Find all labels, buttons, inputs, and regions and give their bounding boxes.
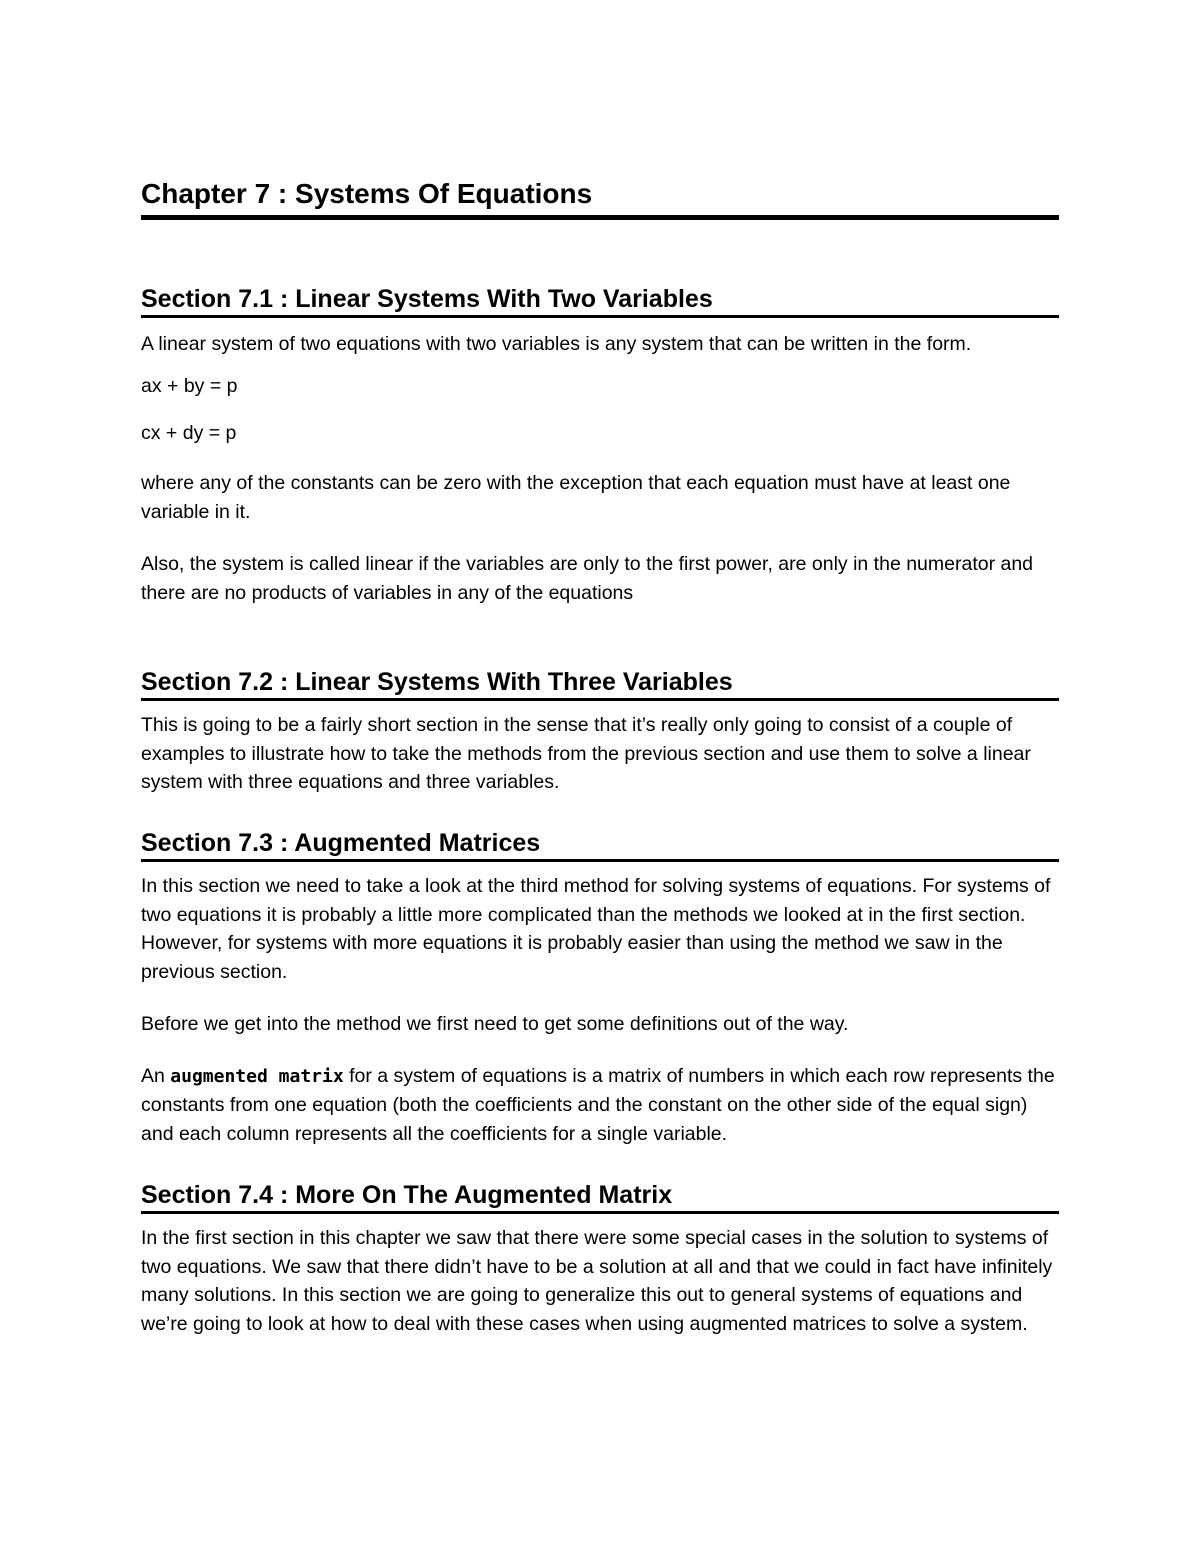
section-paragraph (141, 1062, 1059, 1149)
section-paragraph: In the first section in this chapter we saw that there were some special cases in the solution to systems of two equations. We saw that there didn’t have to be a solution at all and that we could in fact have infinitely many solutions. In this section we are going to generalize this out to general systems of equations and we’re going to look at how to deal with these cases when using augmented matrices to solve a system. (141, 1227, 1053, 1336)
section-paragraph: In this section we need to take a look at the third method for solving systems of equations. For systems of two equations it is probably a little more complicated than the methods we looked at in the first section. However, for systems with more equations it is probably easier than using the method we saw in the previous section. (141, 875, 1051, 984)
section-title: Section 7.4 : More On The Augmented Matrix (141, 1180, 1059, 1214)
section-paragraph: Before we get into the method we first need to get some definitions out of the way. (141, 1012, 849, 1035)
section-title: Section 7.2 : Linear Systems With Three Variables (141, 667, 1059, 701)
section-7-2 (141, 667, 1059, 797)
section-paragraph: where any of the constants can be zero with the exception that each equation must have at least one variable in it. (141, 472, 1011, 524)
section-title: Section 7.3 : Augmented Matrices (141, 828, 1059, 862)
defined-term: augmented matrix (170, 1065, 344, 1087)
section-7-3 (141, 828, 1059, 1149)
section-title: Section 7.1 : Linear Systems With Two Variables (141, 284, 1059, 318)
section-7-1 (141, 284, 1059, 607)
section-paragraph: This is going to be a fairly short section in the sense that it’s really only going to consist of a couple of examples to illustrate how to take the methods from the previous section and use them to solve a linear system with three equations and three variables. (141, 714, 1031, 794)
section-paragraph: Also, the system is called linear if the variables are only to the first power, are only in the numerator and there are no products of variables in any of the equations (141, 552, 1034, 604)
section-paragraph: A linear system of two equations with two variables is any system that can be written in the form. (141, 333, 972, 355)
chapter-title: Chapter 7 : Systems Of Equations (141, 176, 1059, 220)
paragraph-text: An (141, 1064, 171, 1087)
equation-line: ax + by = p (141, 375, 238, 397)
section-7-4 (141, 1180, 1059, 1339)
paragraph-text: for a system of equations is a matrix of numbers in which each row represents the constants from one equation (both the coefficients and the constant on the other side of the equal sign) and each column represents all the coefficients for a single variable. (141, 1064, 1055, 1145)
equation-line: cx + dy = p (141, 421, 237, 444)
